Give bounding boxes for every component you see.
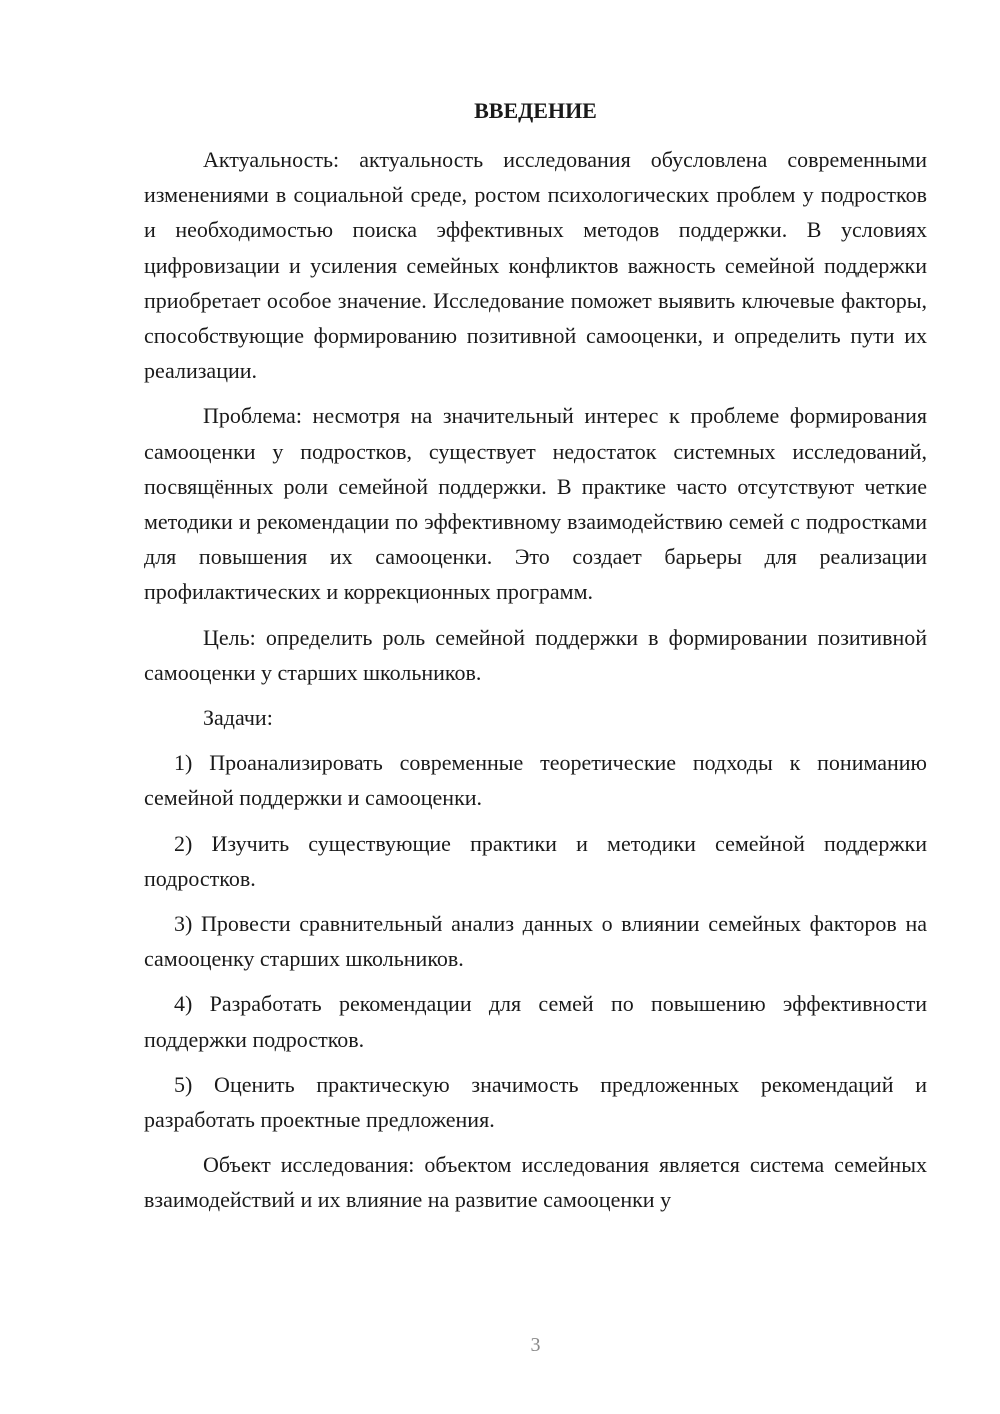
paragraph-relevance: Актуальность: актуальность исследования обусловлена современными изменениями в социальной среде, ростом психологических проблем у подростков и необходимостью поиска эффективных методов поддержки. В условиях цифровизации и усиления семейных конфликтов важность семейной поддержки приобретает особое значение. Исследование поможет выявить ключевые факторы, способствующие формированию позитивной самооценки, и определить пути их реализации. bbox=[144, 147, 927, 384]
paragraph-tasks-label: Задачи: bbox=[203, 705, 273, 731]
paragraph-goal: Цель: определить роль семейной поддержки в формировании позитивной самооценки у старших школьников. bbox=[144, 624, 927, 685]
task-item-3: 3) Провести сравнительный анализ данных о влиянии семейных факторов на самооценку старших школьников. bbox=[144, 911, 927, 972]
document-body bbox=[144, 142, 927, 1228]
paragraph-object: Объект исследования: объектом исследования является система семейных взаимодействий и их влияние на развитие самооценки у bbox=[144, 1152, 927, 1213]
paragraph-problem: Проблема: несмотря на значительный интерес к проблеме формирования самооценки у подростков, существует недостаток системных исследований, посвящённых роли семейной поддержки. В практике часто отсутствуют четкие методики и рекомендации по эффективному взаимодействию семей с подростками для повышения их самооценки. Это создает барьеры для реализации профилактических и коррекционных программ. bbox=[144, 403, 927, 605]
task-item-2: 2) Изучить существующие практики и методики семейной поддержки подростков. bbox=[144, 830, 927, 891]
page-number: 3 bbox=[530, 1334, 541, 1356]
task-item-5: 5) Оценить практическую значимость предложенных рекомендаций и разработать проектные предложения. bbox=[144, 1071, 927, 1133]
section-heading: ВВЕДЕНИЕ bbox=[474, 98, 597, 123]
task-item-1: 1) Проанализировать современные теоретические подходы к пониманию семейной поддержки и самооценки. bbox=[144, 750, 927, 811]
task-item-4: 4) Разработать рекомендации для семей по повышению эффективности поддержки подростков. bbox=[144, 991, 927, 1052]
document-page bbox=[144, 0, 927, 1414]
